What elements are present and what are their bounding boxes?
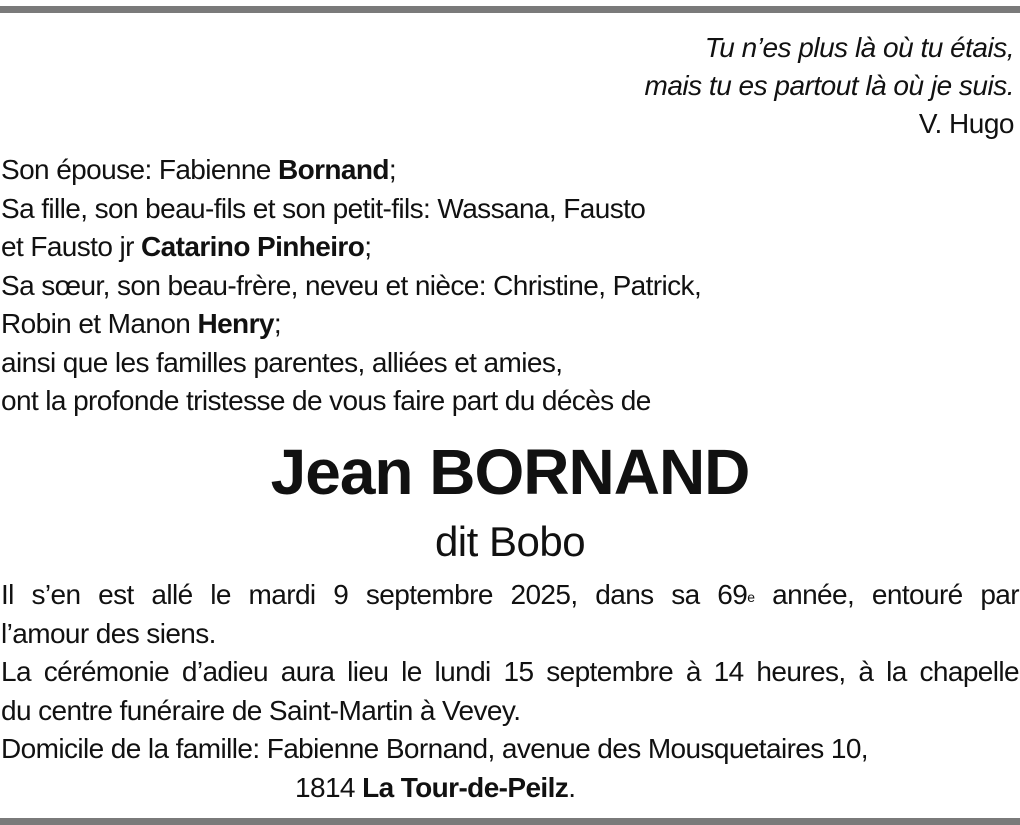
quote-line-1: Tu n’es plus là où tu étais, [704, 32, 1014, 63]
family-line-announcement: ont la profonde tristesse de vous faire part du décès de [1, 385, 651, 416]
family-line-spouse: Son épouse: Fabienne Bornand; [1, 154, 397, 185]
details-line-death: Il s’en est allé le mardi 9 septembre 2025, dans sa 69e année, entouré par [1, 579, 1019, 610]
top-border-rule [0, 6, 1020, 13]
surname-henry: Henry [197, 308, 274, 339]
details-line-ceremony-cont: du centre funéraire de Saint-Martin à Vevey. [1, 694, 521, 726]
details-line-death-cont: l’amour des siens. [1, 617, 216, 649]
funeral-details [1, 576, 1019, 807]
ordinal-suffix: e [747, 589, 755, 605]
family-announcement [1, 151, 701, 421]
family-line-relatives: ainsi que les familles parentes, alliées et amies, [1, 346, 563, 378]
epigraph-quote [645, 29, 1014, 143]
family-line-daughter: Sa fille, son beau-fils et son petit-fils: Wassana, Fausto [1, 192, 646, 224]
bottom-border-rule [0, 818, 1020, 825]
surname-bornand: Bornand [277, 154, 389, 185]
deceased-nickname: dit Bobo [434, 518, 586, 565]
details-line-domicile-city: 1814 La Tour-de-Peilz. [295, 771, 576, 803]
details-line-domicile: Domicile de la famille: Fabienne Bornand, avenue des Mousquetaires 10, [1, 733, 868, 764]
family-line-sister-cont: Robin et Manon Henry; [1, 308, 282, 339]
quote-author: V. Hugo [918, 108, 1014, 139]
details-line-ceremony: La cérémonie d’adieu aura lieu le lundi 15 septembre à 14 heures, à la chapelle [1, 656, 1019, 687]
deceased-name: Jean BORNAND [270, 436, 750, 508]
family-line-sister: Sa sœur, son beau-frère, neveu et nièce: Christine, Patrick, [1, 269, 702, 301]
family-line-daughter-cont: et Fausto jr Catarino Pinheiro; [1, 231, 372, 262]
city-name: La Tour-de-Peilz [362, 771, 569, 803]
surname-catarino-pinheiro: Catarino Pinheiro [141, 231, 365, 262]
quote-line-2: mais tu es partout là où je suis. [644, 70, 1014, 101]
